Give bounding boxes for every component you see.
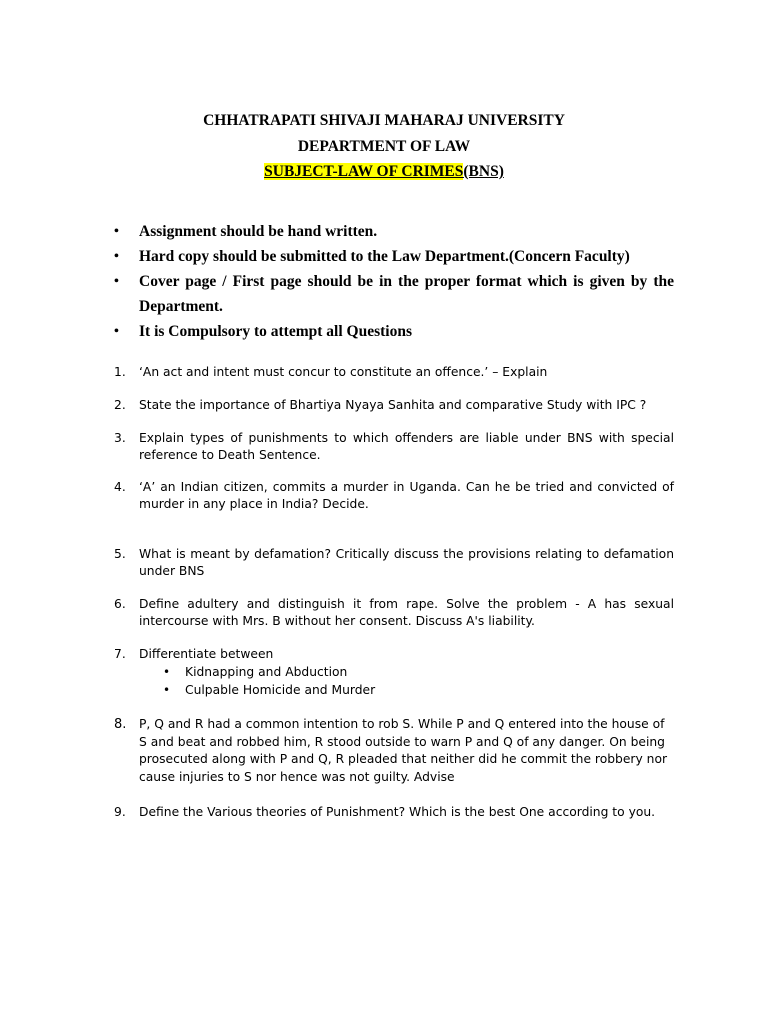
bullet-icon: • [163,683,171,697]
question-text: P, Q and R had a common intention to rob S. While P and Q entered into the house of S and beat and robbed him, R stood outside to warn P and Q of any danger. On being prosecuted along with P and Q, R pleaded that neither did he commit the robbery nor cause injuries to S nor hence was not guilty. Advise [139,717,668,784]
question-text: ‘A’ an Indian citizen, commits a murder in Uganda. Can he be tried and convicted of murder in any place in India? Decide. [139,480,674,511]
question-text: What is meant by defamation? Critically discuss the provisions relating to defamation under BNS [139,547,674,578]
question-8 [114,716,674,786]
question-9 [114,804,674,821]
subject-highlight: SUBJECT-LAW OF CRIMES [264,163,464,180]
bullet-icon: • [163,665,171,679]
instruction-item: • It is Compulsory to attempt all Questions [114,319,674,344]
bullet-icon: • [114,324,119,339]
department-title: DEPARTMENT OF LAW [297,138,471,155]
subject-title [0,163,768,181]
question-2 [114,397,674,414]
instruction-item: • Cover page / First page should be in the proper format which is given by the Department. [114,269,674,319]
bullet-icon: • [114,249,119,264]
question-number: 8. [114,717,127,732]
question-number: 1. [114,365,126,379]
instruction-item: • Hard copy should be submitted to the Law Department.(Concern Faculty) [114,244,674,269]
bullet-icon: • [114,224,119,239]
subject-suffix: (BNS) [463,163,504,180]
question-number: 2. [114,398,126,412]
university-title: CHHATRAPATI SHIVAJI MAHARAJ UNIVERSITY [203,112,565,129]
question-number: 6. [114,597,126,611]
question-6 [114,596,674,630]
question-5 [114,546,674,580]
sub-list [114,663,674,699]
question-1 [114,364,674,381]
question-number: 9. [114,805,126,819]
question-number: 5. [114,547,126,561]
question-text: Define adultery and distinguish it from rape. Solve the problem - A has sexual intercourse with Mrs. B without her consent. Discuss A's liability. [139,597,674,628]
bullet-icon: • [114,274,119,289]
instructions-list [114,219,674,344]
question-4 [114,479,674,513]
question-number: 4. [114,480,126,494]
sub-item: • Culpable Homicide and Murder [163,683,376,697]
sub-item: • Kidnapping and Abduction [163,665,348,679]
question-3 [114,430,674,464]
question-7 [114,646,674,699]
question-text: Differentiate between [139,647,274,661]
question-text: Define the Various theories of Punishment? Which is the best One according to you. [139,805,656,819]
question-text: Explain types of punishments to which offenders are liable under BNS with special reference to Death Sentence. [139,431,674,462]
question-number: 7. [114,647,126,661]
question-text: ‘An act and intent must concur to constitute an offence.’ – Explain [139,365,548,379]
question-text: State the importance of Bhartiya Nyaya Sanhita and comparative Study with IPC ? [139,398,647,412]
question-number: 3. [114,431,126,445]
instruction-item: • Assignment should be hand written. [114,219,674,244]
